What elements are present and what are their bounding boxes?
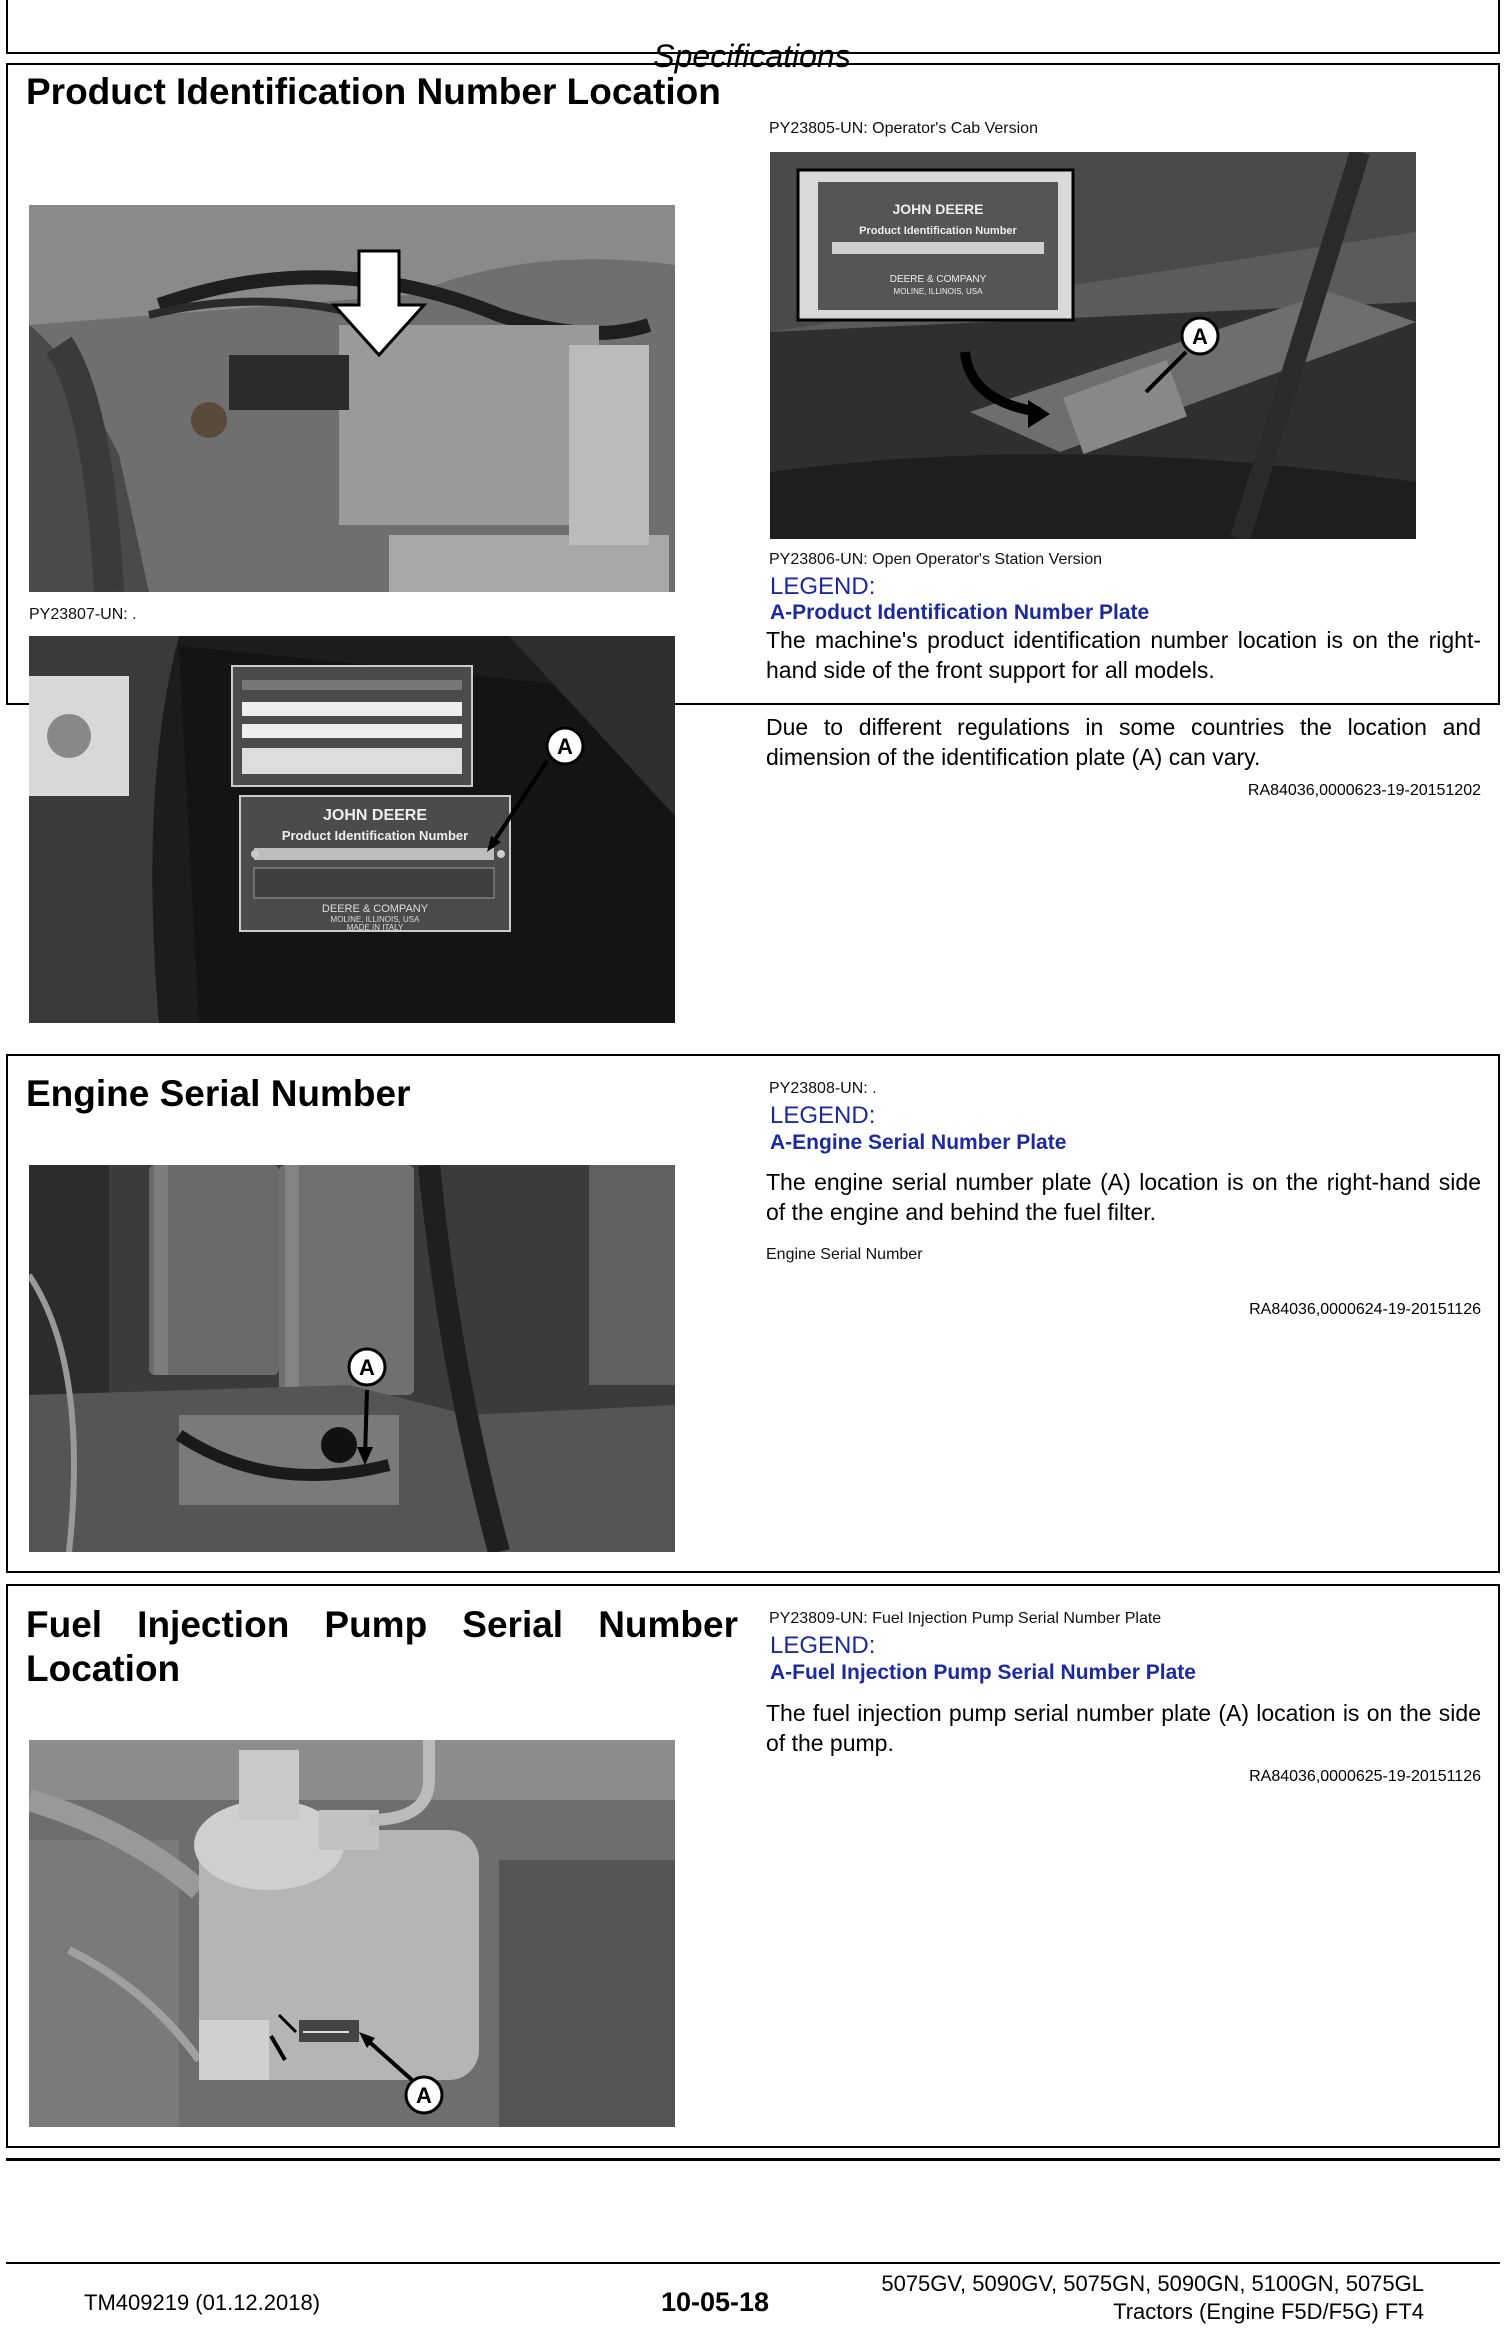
- plate-origin-text: MADE IN ITALY: [346, 923, 404, 932]
- reference-code: RA84036,0000623-19-20151202: [1247, 782, 1481, 799]
- paragraph: Due to different regulations in some countries the location and dimension of the identification plate (A) can vary.: [766, 714, 1481, 770]
- zoom-plate-label: Product Identification Number: [859, 225, 1017, 237]
- legend-item-a: A-Fuel Injection Pump Serial Number Plate: [770, 1661, 1196, 1684]
- callout-a-open-station-label: A: [1192, 324, 1208, 349]
- caption-py23807: PY23807-UN: .: [29, 606, 137, 623]
- footer-doc-id: TM409219 (01.12.2018): [84, 2290, 321, 2315]
- paragraph: The engine serial number plate (A) location is on the right-hand side of the engine and behind the fuel filter.: [766, 1169, 1481, 1225]
- footer-product: Tractors (Engine F5D/F5G) FT4: [1113, 2299, 1424, 2324]
- legend-heading: LEGEND:: [770, 1102, 876, 1129]
- section-title: Fuel Injection Pump Serial Number Location: [26, 1604, 738, 1689]
- caption-py23806: PY23806-UN: Open Operator's Station Version: [769, 551, 1103, 568]
- caption-py23805: PY23805-UN: Operator's Cab Version: [769, 120, 1038, 137]
- zoom-plate-city: MOLINE, ILLINOIS, USA: [893, 287, 983, 296]
- legend-item-a: A-Engine Serial Number Plate: [770, 1131, 1067, 1154]
- callout-a-pump-label: A: [416, 2083, 432, 2108]
- footer-page-number: 10-05-18: [660, 2287, 770, 2317]
- section-title: Product Identification Number Location: [26, 71, 721, 112]
- paragraph: The machine's product identification number location is on the right-hand side of the front support for all models.: [766, 627, 1481, 683]
- footer-divider: [6, 2262, 1500, 2264]
- page-divider: [6, 2158, 1500, 2161]
- reference-code: RA84036,0000625-19-20151126: [1249, 1768, 1481, 1785]
- caption-py23809: PY23809-UN: Fuel Injection Pump Serial Number Plate: [769, 1610, 1162, 1627]
- legend-heading: LEGEND:: [770, 1632, 876, 1659]
- caption-py23808: PY23808-UN: .: [769, 1080, 877, 1097]
- zoom-plate-company: DEERE & COMPANY: [889, 274, 987, 285]
- zoom-plate-brand: JOHN DEERE: [892, 201, 984, 217]
- footer-models: 5075GV, 5090GV, 5075GN, 5090GN, 5100GN, 5075GL: [881, 2271, 1424, 2296]
- reference-code: RA84036,0000624-19-20151126: [1249, 1301, 1481, 1318]
- plate-label-text: Product Identification Number: [281, 828, 469, 843]
- legend-heading: LEGEND:: [770, 573, 876, 600]
- photo-open-station: [770, 152, 1416, 539]
- section-title: Engine Serial Number: [26, 1073, 411, 1114]
- callout-a-label: A: [557, 734, 573, 759]
- photo-cab-version: [29, 205, 675, 592]
- photo-fuel-pump: [29, 1740, 675, 2127]
- paragraph: The fuel injection pump serial number plate (A) location is on the side of the pump.: [766, 1700, 1481, 1756]
- photo-plate-closeup: [29, 636, 675, 1023]
- callout-a-engine-label: A: [359, 1355, 375, 1380]
- plate-city-text: MOLINE, ILLINOIS, USA: [330, 915, 420, 924]
- page-header-title: Specifications: [653, 38, 851, 74]
- subnote: Engine Serial Number: [766, 1246, 923, 1263]
- plate-brand-text: JOHN DEERE: [322, 807, 428, 824]
- plate-company-text: DEERE & COMPANY: [321, 903, 429, 915]
- photo-engine: [29, 1165, 675, 1552]
- legend-item-a: A-Product Identification Number Plate: [770, 601, 1150, 624]
